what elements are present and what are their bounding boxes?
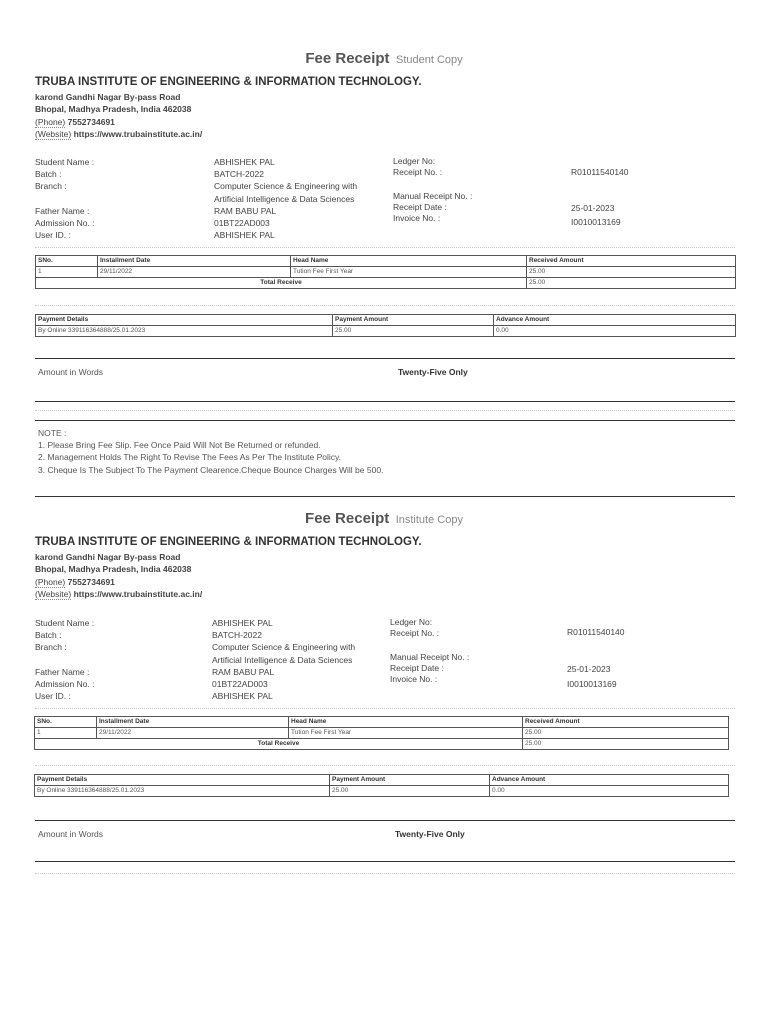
payment-table [35,314,736,337]
table-cell: 29/11/2022 [97,728,289,739]
receipt-date-label: Receipt Date : [393,202,447,212]
column-header: Received Amount [523,717,729,728]
column-header: Installment Date [98,256,291,267]
institute-name: TRUBA INSTITUTE OF ENGINEERING & INFORMATION TECHNOLOGY. [35,76,422,88]
column-header: Payment Amount [330,775,490,786]
column-header: Received Amount [527,256,736,267]
user-id-value: ABHISHEK PAL [214,230,275,241]
receipt-labels [390,617,469,685]
table-cell: By Online 339116364888/25.01.2023 [36,326,333,337]
table-cell: 25.00 [333,326,494,337]
divider [35,305,735,306]
total-label: Total Receive [35,739,523,750]
table-cell: Tution Fee First Year [289,728,523,739]
invoice-value: I0010013169 [567,679,617,689]
phone-value: 7552734691 [67,576,115,587]
batch-value: BATCH-2022 [212,630,262,641]
receipt-title [0,510,768,528]
table-cell: By Online 339116364888/25.01.2023 [35,786,330,797]
column-header: Payment Details [36,315,333,326]
student-labels [35,617,95,702]
column-header: Payment Details [35,775,330,786]
father-name-value: RAM BABU PAL [214,205,277,216]
note-item: 3. Cheque Is The Subject To The Payment Clearence.Cheque Bounce Charges Will be 500. [38,464,384,475]
divider [35,247,735,248]
table-cell: 25.00 [330,786,490,797]
user-id-value: ABHISHEK PAL [212,691,273,702]
website-label: (Website) [35,588,72,599]
branch-value-line-1: Computer Science & Engineering with [212,642,356,653]
branch-label: Branch : [35,181,67,192]
table-row [35,728,729,739]
column-header: SNo. [36,256,98,267]
phone-label: (Phone) [35,576,66,587]
admission-value: 01BT22AD003 [212,679,268,690]
branch-label: Branch : [35,642,67,653]
column-header: Head Name [289,717,523,728]
student-name-label: Student Name : [35,157,95,167]
note-item: 1. Please Bring Fee Slip. Fee Once Paid Will Not Be Returned or refunded. [38,440,321,451]
column-header: Installment Date [97,717,289,728]
receipt-subtitle: Student Copy [396,54,463,66]
institute-phone [35,116,422,128]
student-values [212,617,355,702]
table-header-row [36,256,736,267]
total-value: 25.00 [523,739,729,750]
column-header: Advance Amount [494,315,736,326]
table-cell: 25.00 [527,267,736,278]
divider [35,765,735,766]
table-row [36,267,736,278]
table-cell: 1 [36,267,98,278]
table-total-row [35,739,729,750]
invoice-label: Invoice No. : [390,674,438,684]
total-label: Total Receive [36,278,527,289]
website-link[interactable]: https://www.trubainstitute.ac.in/ [73,588,203,599]
table-cell: Tution Fee First Year [291,267,527,278]
student-values [214,156,357,241]
note-box [35,420,735,497]
receipt-no-value: R01011540140 [567,627,625,637]
divider [35,708,735,709]
receipt-title-text: Fee Receipt [305,50,390,67]
receipt-date-label: Receipt Date : [390,663,444,673]
table-cell: 25.00 [523,728,729,739]
fee-table [34,716,729,750]
receipt-title-text: Fee Receipt [305,510,390,527]
amount-in-words-box [35,820,735,862]
receipt-no-value: R01011540140 [571,167,629,177]
batch-label: Batch : [35,169,62,180]
receipt-date-value: 25-01-2023 [571,203,615,213]
institute-address-line-2: Bhopal, Madhya Pradesh, India 462038 [35,104,192,115]
column-header: Advance Amount [490,775,729,786]
column-header: Head Name [291,256,527,267]
total-value: 25.00 [527,278,736,289]
institute-address-line-2: Bhopal, Madhya Pradesh, India 462038 [35,564,192,575]
student-name-value: ABHISHEK PAL [212,618,273,628]
fee-table [35,255,736,289]
student-name-value: ABHISHEK PAL [214,157,275,167]
father-name-label: Father Name : [35,205,90,216]
column-header: Payment Amount [333,315,494,326]
amount-in-words-value: Twenty-Five Only [398,367,468,377]
institute-block [35,536,422,600]
table-header-row [35,717,729,728]
admission-label: Admission No. : [35,679,95,690]
divider [35,410,735,411]
table-header-row [36,315,736,326]
institute-website [35,588,422,600]
phone-value: 7552734691 [67,116,115,127]
receipt-labels [393,156,472,224]
batch-label: Batch : [35,630,62,641]
table-cell: 29/11/2022 [98,267,291,278]
branch-value-line-1: Computer Science & Engineering with [214,181,358,192]
father-name-value: RAM BABU PAL [212,666,275,677]
manual-receipt-label: Manual Receipt No. : [393,191,473,201]
student-name-label: Student Name : [35,618,95,628]
receipt-date-value: 25-01-2023 [567,664,611,674]
institute-block [35,76,422,140]
father-name-label: Father Name : [35,666,90,677]
payment-table [34,774,729,797]
branch-value-line-2: Artificial Intelligence & Data Sciences [212,654,353,665]
receipt-no-label: Receipt No. : [390,628,440,638]
divider [35,873,735,874]
amount-in-words-label: Amount in Words [38,829,104,839]
invoice-label: Invoice No. : [393,213,441,223]
table-total-row [36,278,736,289]
table-cell: 0.00 [494,326,736,337]
ledger-label: Ledger No: [390,617,433,627]
institute-address-line-1: karond Gandhi Nagar By-pass Road [35,92,181,103]
institute-name: TRUBA INSTITUTE OF ENGINEERING & INFORMATION TECHNOLOGY. [35,536,422,548]
invoice-value: I0010013169 [571,217,621,227]
table-cell: 0.00 [490,786,729,797]
user-id-label: User ID. : [35,230,71,241]
receipt-no-label: Receipt No. : [393,167,443,177]
institute-phone [35,576,422,588]
note-title: NOTE : [38,428,67,438]
branch-value-line-2: Artificial Intelligence & Data Sciences [214,193,355,204]
website-label: (Website) [35,128,72,139]
student-labels [35,156,95,241]
note-item: 2. Management Holds The Right To Revise The Fees As Per The Institute Policy. [38,452,342,463]
institute-address-line-1: karond Gandhi Nagar By-pass Road [35,552,181,563]
amount-in-words-label: Amount in Words [38,367,104,377]
phone-label: (Phone) [35,116,66,127]
receipt-title [0,50,768,68]
ledger-label: Ledger No: [393,156,436,166]
table-cell: 1 [35,728,97,739]
amount-in-words-value: Twenty-Five Only [395,829,465,839]
batch-value: BATCH-2022 [214,169,264,180]
table-header-row [35,775,729,786]
receipt-subtitle: Institute Copy [395,514,463,526]
user-id-label: User ID. : [35,691,71,702]
admission-value: 01BT22AD003 [214,218,270,229]
manual-receipt-label: Manual Receipt No. : [390,652,470,662]
table-row [36,326,736,337]
website-link[interactable]: https://www.trubainstitute.ac.in/ [73,128,203,139]
admission-label: Admission No. : [35,218,95,229]
amount-in-words-box [35,358,735,402]
table-row [35,786,729,797]
column-header: SNo. [35,717,97,728]
institute-website [35,128,422,140]
